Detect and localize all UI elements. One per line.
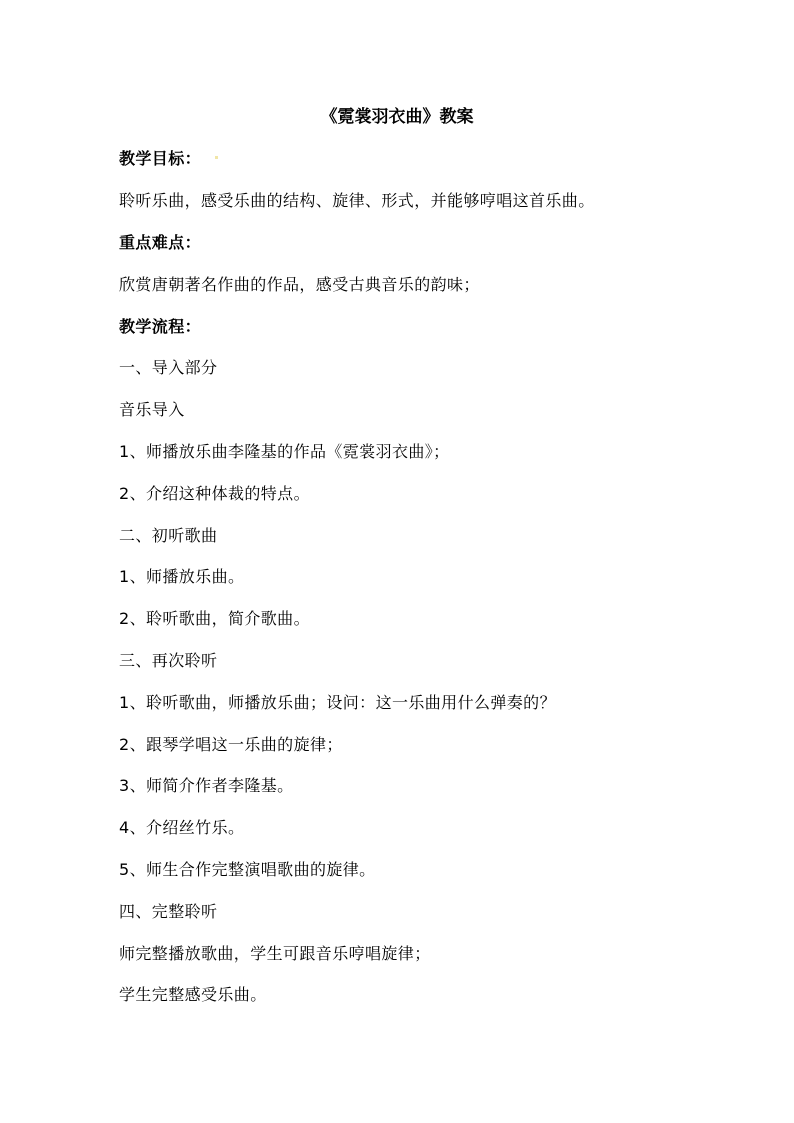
- part1-title: 一、导入部分: [119, 358, 218, 377]
- part1-item-1: 1、师播放乐曲李隆基的作品《霓裳羽衣曲》；: [119, 442, 450, 461]
- part3-item-2: 2、跟琴学唱这一乐曲的旋律；: [119, 735, 343, 754]
- part3-item-5: 5、师生合作完整演唱歌曲的旋律。: [119, 860, 376, 879]
- part3-title: 三、再次聆听: [119, 651, 218, 670]
- part1-item-2: 2、介绍这种体裁的特点。: [119, 484, 310, 503]
- key-heading: 重点难点：: [119, 233, 202, 252]
- goal-heading: 教学目标：: [119, 149, 202, 168]
- part2-title: 二、初听歌曲: [119, 526, 218, 545]
- part2-item-1: 1、师播放乐曲。: [119, 567, 245, 586]
- part1-subtitle: 音乐导入: [119, 400, 185, 419]
- part3-item-1: 1、聆听歌曲，师播放乐曲；设问：这一乐曲用什么弹奏的？: [119, 693, 556, 712]
- part4-item-1: 师完整播放歌曲，学生可跟音乐哼唱旋律；: [119, 944, 431, 963]
- part4-title: 四、完整聆听: [119, 902, 218, 921]
- process-heading: 教学流程：: [119, 317, 202, 336]
- key-text: 欣赏唐朝著名作曲的作品，感受古典音乐的韵味；: [119, 275, 480, 294]
- part3-item-4: 4、介绍丝竹乐。: [119, 818, 245, 837]
- stray-mark: [215, 156, 218, 159]
- part3-item-3: 3、师简介作者李隆基。: [119, 776, 294, 795]
- part2-item-2: 2、聆听歌曲，简介歌曲。: [119, 609, 310, 628]
- document-title: 《霓裳羽衣曲》教案: [320, 107, 474, 127]
- part4-item-2: 学生完整感受乐曲。: [119, 985, 267, 1004]
- goal-text: 聆听乐曲，感受乐曲的结构、旋律、形式，并能够哼唱这首乐曲。: [119, 191, 595, 210]
